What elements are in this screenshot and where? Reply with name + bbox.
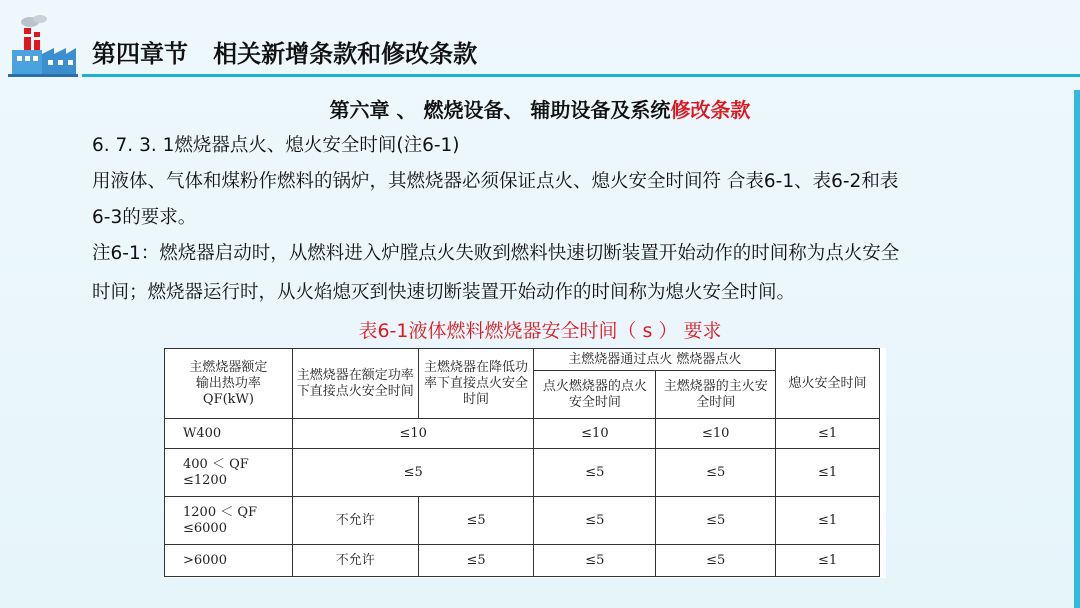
table-caption: 表6-1液体燃料燃烧器安全时间（ s ） 要求 [358, 320, 722, 342]
safety-time-table [164, 348, 886, 578]
power-cell [165, 497, 293, 545]
main-flame-cell: ≤10 [656, 419, 776, 449]
chapter-heading-text: 第六章 、 燃烧设备、 辅助设备及系统 [329, 98, 671, 122]
header-direct-ignition-rated: 主燃烧器在额定功率下直接点火安全时间 [292, 349, 418, 419]
flame-failure-cell: ≤1 [776, 419, 880, 449]
header-rated-power-line1: 主燃烧器额定 [189, 359, 268, 375]
table-header-row [165, 349, 880, 371]
table-row [165, 419, 880, 449]
main-flame-cell: ≤5 [656, 497, 776, 545]
chapter-heading [0, 94, 1080, 123]
power-range-upper: ≤6000 [183, 520, 227, 536]
power-range-upper: ≤1200 [183, 472, 227, 488]
header-direct-ignition-reduced: 主燃烧器在降低功率下直接点火安全时间 [418, 349, 534, 419]
slide-header [0, 0, 1080, 82]
clause-number-line: 6. 7. 3. 1燃烧器点火、熄火安全时间(注6-1) [92, 135, 460, 156]
direct-ignition-rated-cell: 不允许 [292, 497, 418, 545]
header-rated-power-line2: 输出热功率 [195, 375, 261, 391]
direct-ignition-rated-cell: 不允许 [292, 545, 418, 577]
section-title: 第四章节 相关新增条款和修改条款 [92, 40, 478, 68]
flame-failure-cell: ≤1 [776, 449, 880, 497]
header-pilot-ignition-time: 点火燃烧器的点火安全时间 [534, 371, 656, 419]
power-range-lower: 1200 ＜ QF [183, 504, 258, 520]
direct-ignition-reduced-cell: ≤5 [418, 545, 534, 577]
table-row [165, 545, 880, 577]
pilot-ignition-cell: ≤5 [534, 449, 656, 497]
flame-failure-cell: ≤1 [776, 497, 880, 545]
note-paragraph-line: 注6-1：燃烧器启动时，从燃料进入炉膛点火失败到燃料快速切断装置开始动作的时间称为点火安全 [92, 243, 900, 264]
direct-ignition-reduced-cell: ≤5 [418, 497, 534, 545]
main-flame-cell: ≤5 [656, 449, 776, 497]
power-cell: >6000 [165, 545, 293, 577]
pilot-ignition-cell: ≤5 [534, 497, 656, 545]
body-paragraph-line: 用液体、气体和煤粉作燃料的锅炉，其燃烧器必须保证点火、熄火安全时间符 合表6-1、表6-2和表 [92, 171, 899, 192]
header-main-flame-time: 主燃烧器的主火安全时间 [656, 371, 776, 419]
chapter-heading-highlight: 修改条款 [670, 98, 751, 122]
pilot-ignition-cell: ≤10 [534, 419, 656, 449]
power-range-lower: 400 ＜ QF [183, 456, 249, 472]
body-paragraph-line: 6-3的要求。 [92, 207, 197, 228]
direct-ignition-merged-cell: ≤10 [292, 419, 534, 449]
power-cell: W400 [165, 419, 293, 449]
note-paragraph-line: 时间；燃烧器运行时，从火焰熄灭到快速切断装置开始动作的时间称为熄火安全时间。 [92, 282, 796, 303]
header-divider [82, 74, 1080, 77]
direct-ignition-merged-cell: ≤5 [292, 449, 534, 497]
factory-icon [8, 14, 78, 78]
flame-failure-cell: ≤1 [776, 545, 880, 577]
power-cell [165, 449, 293, 497]
table-row [165, 449, 880, 497]
safety-time-grid [164, 348, 880, 577]
right-accent-bar [1074, 90, 1080, 608]
pilot-ignition-cell: ≤5 [534, 545, 656, 577]
header-rated-power [165, 349, 293, 419]
main-flame-cell: ≤5 [656, 545, 776, 577]
header-pilot-group: 主燃烧器通过点火 燃烧器点火 [534, 349, 776, 371]
header-rated-power-line3: QF(kW) [202, 391, 254, 407]
table-row [165, 497, 880, 545]
header-flame-failure-time: 熄火安全时间 [776, 349, 880, 419]
